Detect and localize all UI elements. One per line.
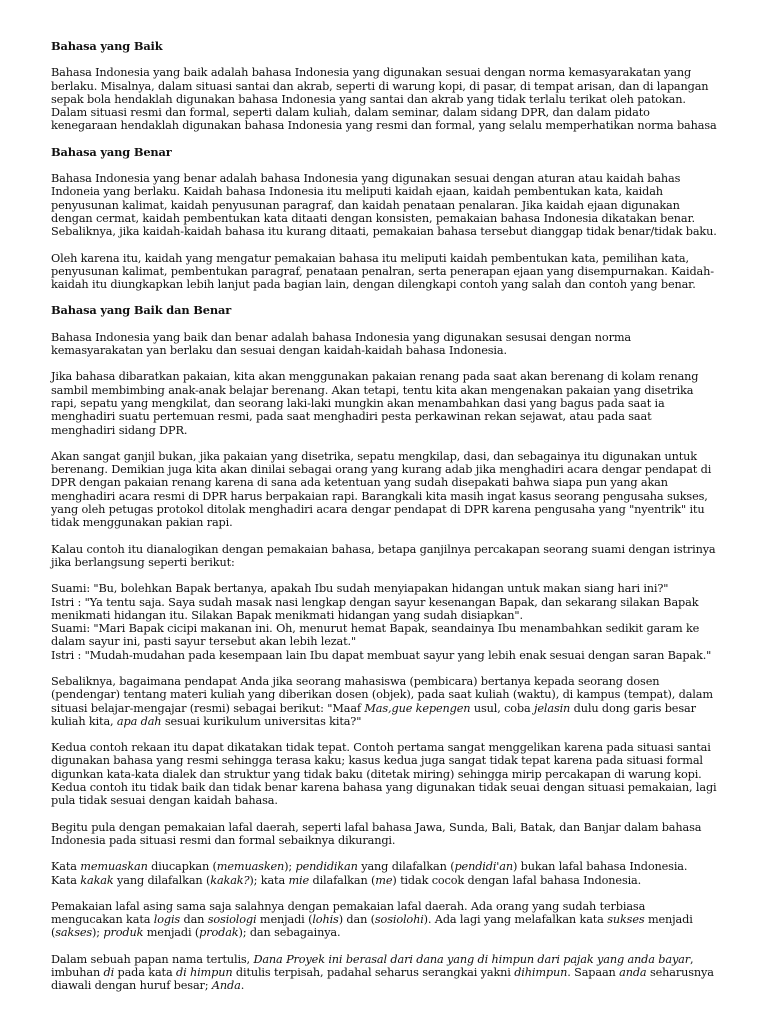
italic-run: memuasken <box>216 860 285 874</box>
italic-run: mie <box>288 873 310 887</box>
text-run: menjadi ( <box>143 926 200 940</box>
italic-run: kakak? <box>210 873 250 887</box>
italic-run: Dana Proyek ini berasal dari dana yang di himpun dari pajak yang anda bayar <box>253 952 691 966</box>
italic-run: kakak <box>80 873 114 887</box>
paragraph-sebaliknya <box>51 675 718 728</box>
italic-run: Mas,gue kepengen <box>364 701 471 715</box>
paragraph: Akan sangat ganjil bukan, jika pakaian yang disetrika, sepatu mengkilap, dasi, dan sebagainya itu digunakan untuk berenang. Demikian juga kita akan dinilai sebagai orang yang kurang adab jika menghadiri acara dengar pendapat di DPR dengan pakaian renang karena di sana ada ketentuan yang sudah disepakati bahwa siapa pun yang akan menghadiri acara resmi di DPR harus berpakaian rapi. Barangkali kita masih ingat kasus seorang pengusaha sukses, yang oleh petugas protokol ditolak menghadiri acara dengar pendapat di DPR karena pengusaha yang "nyentrik" itu tidak menggunakan pakian rapi. <box>51 449 712 530</box>
paragraph: Bahasa Indonesia yang baik adalah bahasa Indonesia yang digunakan sesuai dengan norma kemasyarakatan yang berlaku. Misalnya, dalam situasi santai dan akrab, seperti di warung kopi, di pasar, di tempat arisan, dan di lapangan sepak bola hendaklah digunakan bahasa Indonesia yang santai dan akrab yang tidak terlalu terikat oleh patokan. Dalam situasi resmi dan formal, seperti dalam kuliah, dalam seminar, dalam sidang DPR, dan dalam pidato kenegaraan hendaklah digunakan bahasa Indonesia yang resmi dan formal, yang selalu memperhatikan norma bahasa <box>51 66 717 133</box>
paragraph: Begitu pula dengan pemakaian lafal daerah, seperti lafal bahasa Jawa, Sunda, Bali, Batak, dan Banjar dalam bahasa Indonesia pada situasi resmi dan formal sebaiknya dikurangi. <box>51 820 702 847</box>
italic-run: lohis <box>312 913 339 927</box>
text-run: dilafalkan ( <box>309 873 376 887</box>
text-run: menjadi ( <box>256 913 313 927</box>
text-run: ) tidak cocok dengan lafal bahasa Indonesia. <box>392 873 642 887</box>
paragraph: Kalau contoh itu dianalogikan dengan pemakaian bahasa, betapa ganjilnya percakapan seorang suami dengan istrinya jika berlangsung seperti berikut: <box>51 542 716 569</box>
paragraph-papan-nama <box>51 953 718 993</box>
text-run: Sebaliknya, bagaimana pendapat Anda jika seorang mahasiswa (pembicara) bertanya kepada seorang dosen (pendengar) tentang materi kuliah yang diberikan dosen (objek), pada saat kuliah (waktu), di kampus (tempat), dalam situasi belajar-mengajar (resmi) sebagai berikut: "Maaf <box>51 674 713 715</box>
text-run: dulu dong garis besar kuliah kita, <box>51 701 696 728</box>
text-run: menjadi ( <box>51 913 693 940</box>
text-run: seharusnya diawali dengan huruf besar; <box>51 966 714 993</box>
text-run: Kata <box>51 873 81 887</box>
paragraph: Bahasa Indonesia yang benar adalah bahasa Indonesia yang digunakan sesuai dengan aturan atau kaidah bahas Indoneia yang berlaku. Kaidah bahasa Indonesia itu meliputi kaidah ejaan, kaidah pembentukan kata, kaidah penyusunan kalimat, kaidah penyusunan paragraf, dan kaidah penataan penalaran. Jika kaidah ejaan digunakan dengan cermat, kaidah pembentukan kata ditaati dengan konsisten, pemakaian bahasa Indonesia dikatakan benar. Sebaliknya, jika kaidah-kaidah bahasa itu kurang ditaati, pemakaian bahasa tersebut dianggap tidak benar/tidak baku. <box>51 172 717 239</box>
italic-run: memuaskan <box>80 860 148 874</box>
italic-run: pendidi'an <box>454 860 513 874</box>
dialogue-block <box>51 582 718 662</box>
text-run: ); <box>92 926 104 940</box>
italic-run: di himpun <box>175 966 233 980</box>
italic-run: pendidikan <box>295 860 358 874</box>
italic-run: logis <box>153 913 181 927</box>
text-run: yang dilafalkan ( <box>357 860 455 874</box>
text-run: . Sapaan <box>567 966 620 980</box>
italic-run: prodak <box>199 926 239 940</box>
dialogue-line: Istri : "Mudah-mudahan pada kesempaan lain Ibu dapat membuat sayur yang lebih enak sesuai dengan saran Bapak." <box>51 648 712 662</box>
section-heading-benar: Bahasa yang Benar <box>51 144 172 159</box>
section-heading-baik: Bahasa yang Baik <box>51 39 163 53</box>
text-run: usul, coba <box>470 701 535 715</box>
italic-run: di <box>103 966 115 980</box>
dialogue-line: Suami: "Mari Bapak cicipi makanan ini. Oh, menurut hemat Bapak, seandainya Ibu menambahkan sedikit garam ke dalam sayur ini, pasti sayur tersebut akan lebih lezat." <box>51 622 700 649</box>
text-run: . <box>240 979 245 993</box>
text-run: dan <box>180 913 208 927</box>
italic-run: sakses <box>55 926 93 940</box>
text-run: diucapkan ( <box>147 860 217 874</box>
text-run: ) bukan lafal bahasa Indonesia. <box>512 860 688 874</box>
paragraph: Kedua contoh rekaan itu dapat dikatakan tidak tepat. Contoh pertama sangat menggelikan karena pada situasi santai digunakan bahasa yang resmi sehingga terasa kaku; kasus kedua juga sangat tidak tepat karena pada situasi formal digunkan kata-kata dialek dan struktur yang tidak baku (ditetak miring) sehingga mirip percakapan di warung kopi. Kedua contoh itu tidak baik dan tidak benar karena bahasa yang digunakan tidak seuai dengan situasi pemakaian, lagi pula tidak sesuai dengan kaidah bahasa. <box>51 741 717 808</box>
kata-line-2 <box>51 874 641 887</box>
text-run: pada kata <box>114 966 176 980</box>
italic-run: Anda <box>211 979 241 993</box>
paragraph: Oleh karena itu, kaidah yang mengatur pemakaian bahasa itu meliputi kaidah pembentukan kata, pemilihan kata, penyusunan kalimat, pembentukan paragraf, penataan penalran, serta penerapan ejaan yang disempurnakan. Kaidah- kaidah itu diungkapkan lebih lanjut pada bagian lain, dengan dilengkapi contoh yang salah dan contoh yang benar. <box>51 251 714 292</box>
section-heading-baik-dan-benar: Bahasa yang Baik dan Benar <box>51 303 232 318</box>
text-run: ) dan ( <box>338 913 375 927</box>
italic-run: sosiolohi <box>374 913 424 927</box>
text-run: ); kata <box>249 873 289 887</box>
italic-run: dihimpun <box>514 966 568 980</box>
paragraph: Bahasa Indonesia yang baik dan benar adalah bahasa Indonesia yang digunakan sesusai dengan norma kemasyarakatan yan berlaku dan sesuai dengan kaidah-kaidah bahasa Indonesia. <box>51 330 631 358</box>
text-run: Kata <box>51 860 81 874</box>
italic-run: anda <box>619 966 647 980</box>
kata-line-1 <box>51 860 687 873</box>
italic-run: sukses <box>607 913 645 927</box>
text-run: Pemakaian lafal asing sama saja salahnya dengan pemakaian lafal daerah. Ada orang yang sudah terbiasa mengucakan kata <box>51 899 646 927</box>
italic-run: produk <box>103 926 144 940</box>
paragraph-lafal-asing <box>51 900 718 940</box>
text-run: ); <box>284 860 296 874</box>
text-run: sesuai kurikulum universitas kita?" <box>161 714 362 728</box>
italic-run: sosiologi <box>207 913 257 927</box>
italic-run: jelasin <box>534 701 571 715</box>
paragraph: Jika bahasa dibaratkan pakaian, kita akan menggunakan pakaian renang pada saat akan berenang di kolam renang sambil membimbing anak-anak belajar berenang. Akan tetapi, tentu kita akan mengenakan pakaian yang disetrika rapi, sepatu yang mengkilat, dan seorang laki-laki mungkin akan menambahkan dasi yang bagus pada saat ia menghadiri suatu pertemuan resmi, pada saat menghadiri pesta perkawinan rekan sejawat, atau pada saat menghadiri sidang DPR. <box>51 370 699 437</box>
dialogue-line: Suami: "Bu, bolehkan Bapak bertanya, apakah Ibu sudah menyiapakan hidangan untuk makan siang hari ini?" <box>51 582 669 596</box>
dialogue-line: Istri : "Ya tentu saja. Saya sudah masak nasi lengkap dengan sayur kesenangan Bapak, dan sekarang silakan Bapak menikmati hidangan itu. Silakan Bapak menikmati hidangan yang sudah disiapkan". <box>51 595 699 622</box>
text-run: yang dilafalkan ( <box>113 873 211 887</box>
text-run: ); dan sebagainya. <box>238 926 341 940</box>
text-run: ditulis terpisah, padahal seharus serangkai yakni <box>232 966 515 980</box>
text-run: ). Ada lagi yang melafalkan kata <box>423 913 608 927</box>
text-run: Dalam sebuah papan nama tertulis, <box>51 952 254 966</box>
paragraph-kata <box>51 860 718 887</box>
text-run: , imbuhan <box>51 952 694 980</box>
italic-run: apa dah <box>116 714 162 728</box>
italic-run: me <box>375 873 393 887</box>
